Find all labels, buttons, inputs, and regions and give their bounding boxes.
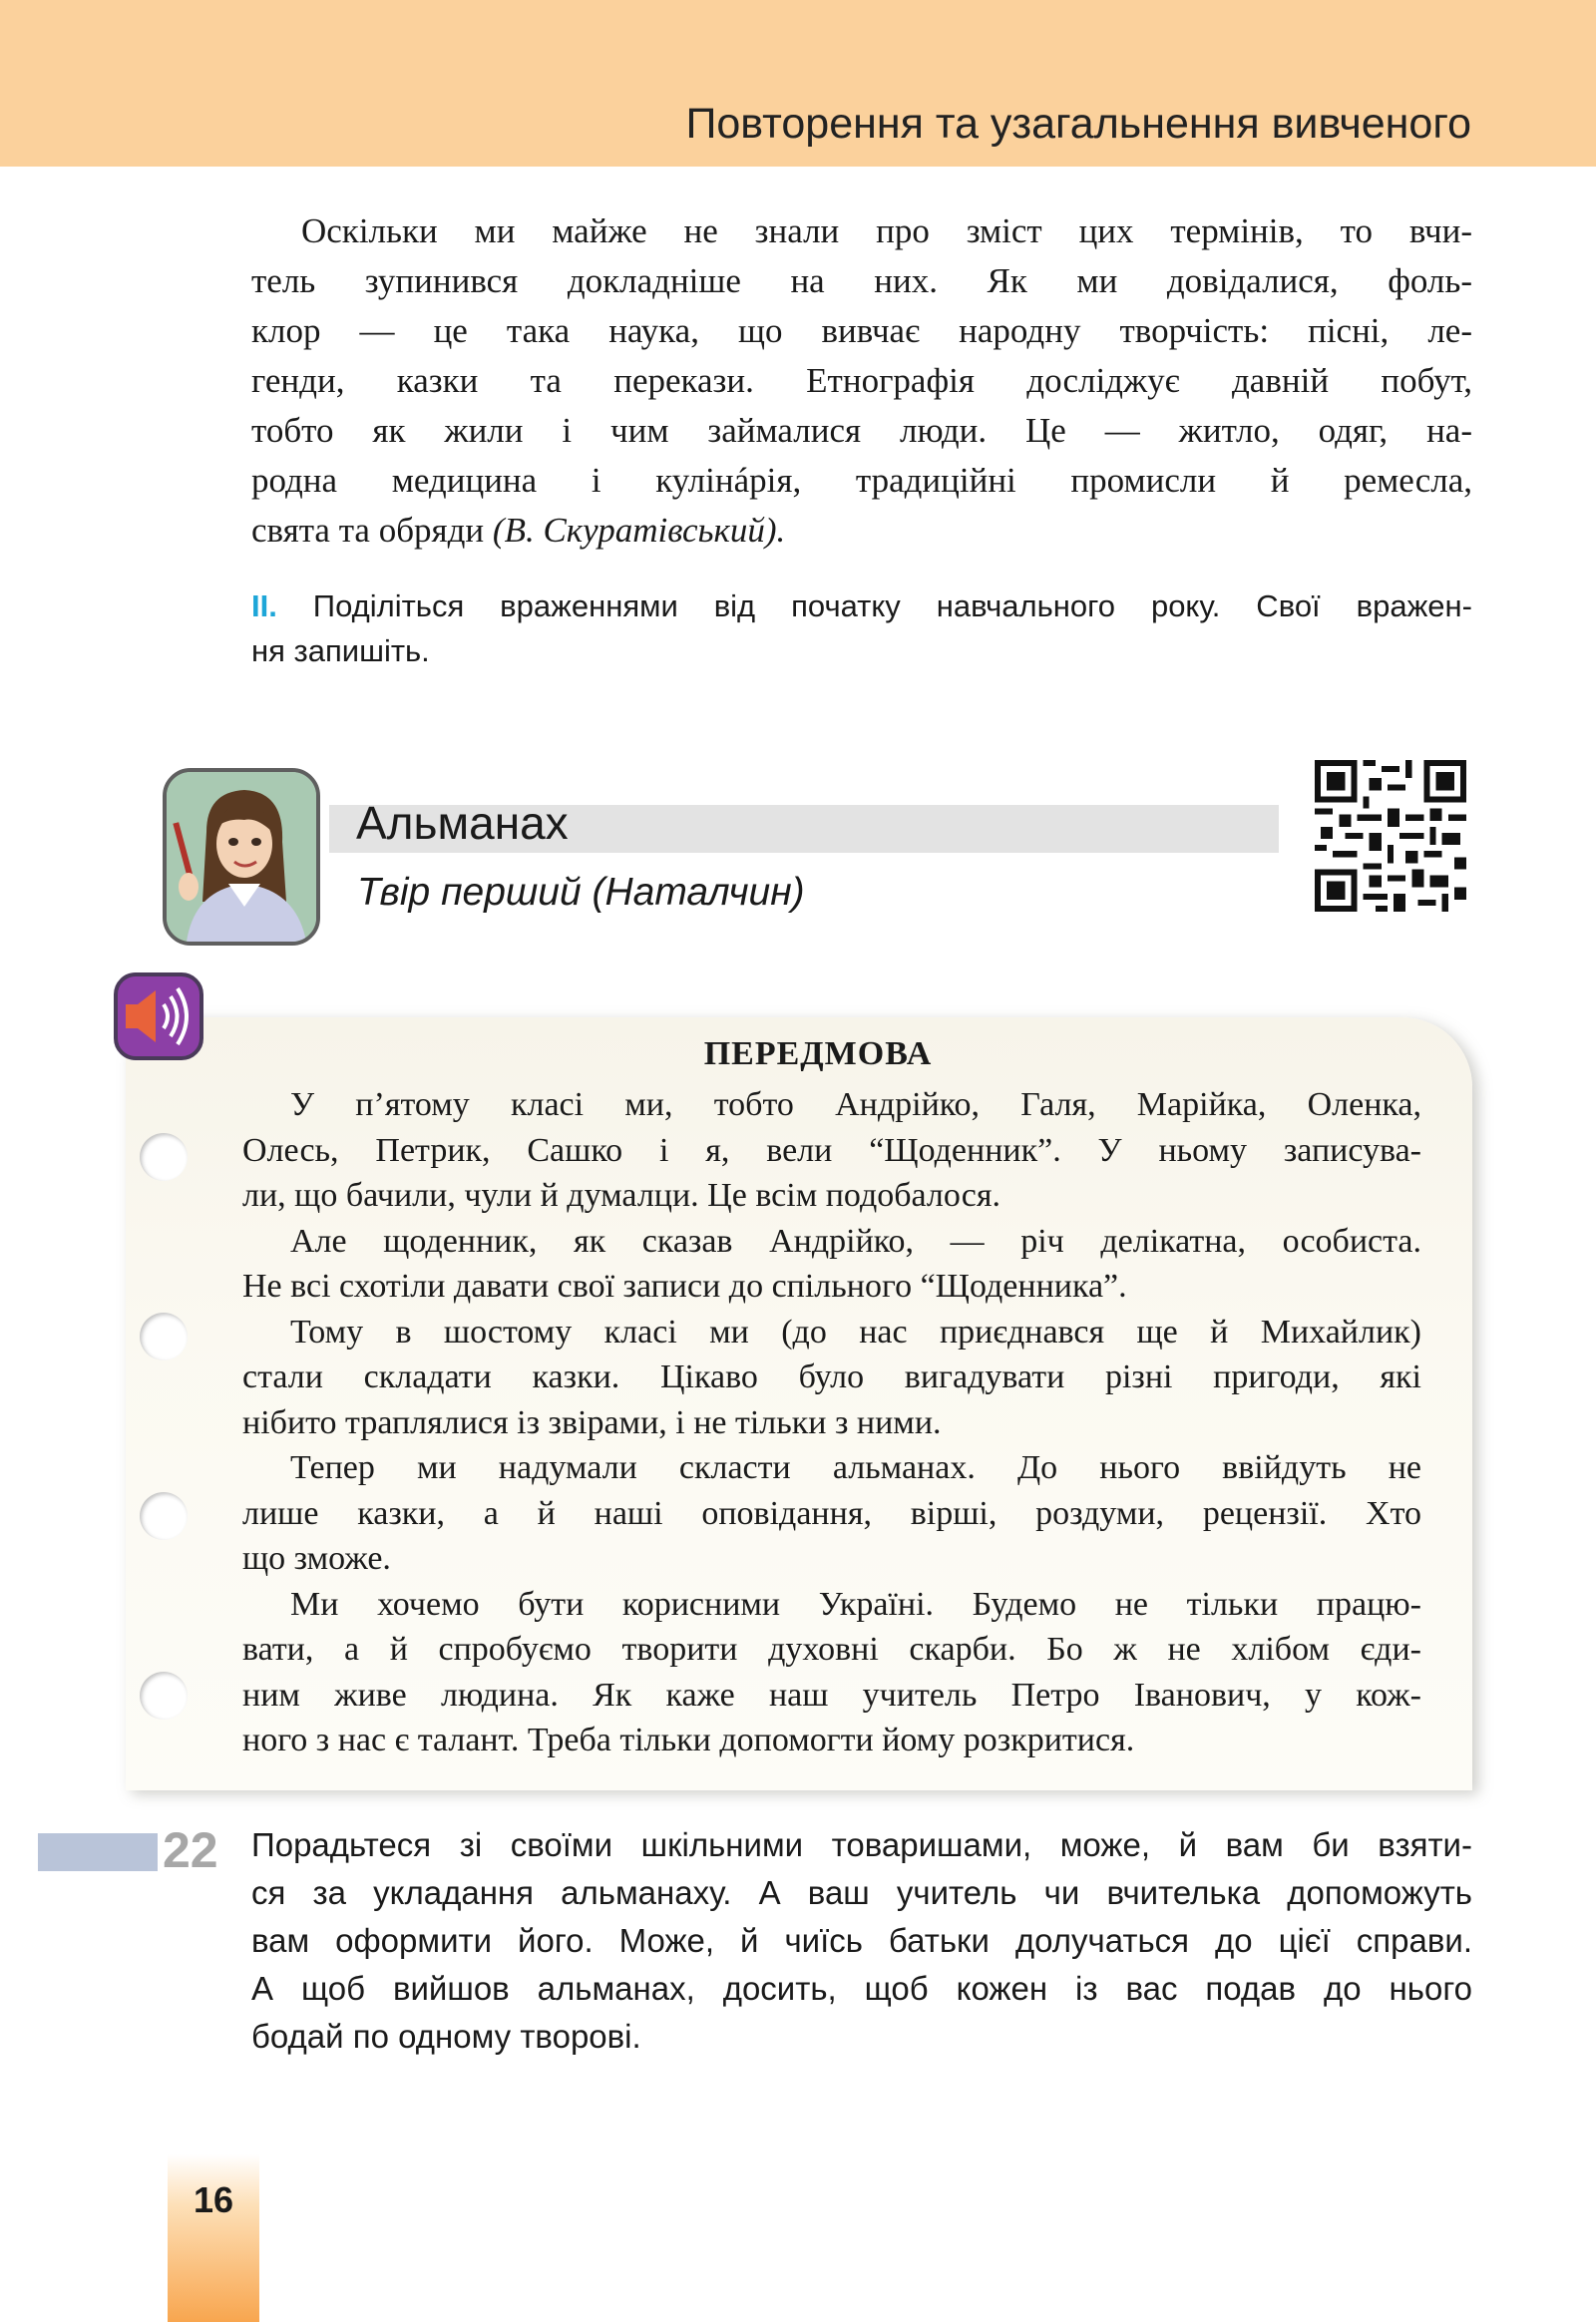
preface-line: Тепер ми надумали скласти альманах. До нього ввійдуть не (290, 1449, 1421, 1486)
preface-line: вати, а й спробуємо творити духовні скарби. Бо ж не хлібом єди- (242, 1631, 1421, 1668)
preface-line: ли, що бачили, чули й думалци. Це всім подобалося. (242, 1177, 1000, 1214)
task-22-line: бодай по одному творові. (251, 2018, 641, 2055)
task-ii-text: Поділіться враженнями від початку навчального року. Свої вражен- (312, 588, 1472, 623)
preface-body (242, 1082, 1421, 1763)
task-22-text (251, 1821, 1472, 2061)
task-ii-line: ня запишіть. (251, 633, 430, 668)
preface-line: лише казки, а й наші оповідання, вірші, роздуми, рецензії. Хто (242, 1494, 1421, 1532)
preface-line: Але щоденник, як сказав Андрійко, — річ делікатна, особиста. (290, 1222, 1421, 1260)
intro-line: тель зупинився докладніше на них. Як ми довідалися, фоль- (251, 261, 1472, 300)
task-ii (251, 583, 1472, 673)
task-22-line: ся за укладання альманаху. А ваш учитель чи вчителька допоможуть (251, 1874, 1472, 1911)
preface-line: Ми хочемо бути корисними Україні. Будемо не тільки працю- (290, 1585, 1421, 1623)
task-ii-number: II. (251, 588, 277, 623)
section-title: Повторення та узагальнення вивченого (685, 100, 1471, 148)
intro-line: генди, казки та перекази. Етнографія досліджує давній побут, (251, 361, 1472, 400)
preface-line: У п’ятому класі ми, тобто Андрійко, Галя, Марійка, Оленка, (290, 1086, 1421, 1123)
task-ii-line (251, 583, 1472, 628)
notebook-hole (140, 1133, 188, 1181)
page-number: 16 (193, 2179, 234, 2220)
task-number-bar (38, 1833, 158, 1871)
task-22-line: Порадьтеся зі своїми шкільними товаришами, може, й вам би взяти- (251, 1826, 1472, 1863)
intro-line: клор — це така наука, що вивчає народну творчість: пісні, ле- (251, 311, 1472, 350)
preface-line: ним живе людина. Як каже наш учитель Петро Іванович, у кож- (242, 1676, 1421, 1714)
intro-line: тобто як жили і чим займалися люди. Це — житло, одяг, на- (251, 411, 1472, 450)
preface-title: ПЕРЕДМОВА (703, 1035, 933, 1072)
intro-line: родна медицина і кулінáрія, традиційні промисли й ремесла, (251, 461, 1472, 500)
qr-code-icon[interactable] (1315, 760, 1466, 912)
teacher-illustration (163, 768, 320, 946)
preface-line: Олесь, Петрик, Сашко і я, вели “Щоденник”. У ньому записува- (242, 1131, 1421, 1169)
intro-line: Оскільки ми майже не знали про зміст цих термінів, то вчи- (301, 211, 1472, 250)
teacher-icon (167, 772, 316, 942)
notebook-hole (140, 1492, 188, 1540)
preface-line: Тому в шостому класі ми (до нас приєднався ще й Михайлик) (290, 1313, 1421, 1351)
preface-line: нібито траплялися із звірами, і не тільки з ними. (242, 1403, 942, 1441)
preface-line: ного з нас є талант. Треба тільки допомогти йому розкритися. (242, 1722, 1135, 1758)
task-22-line: А щоб вийшов альманах, досить, щоб кожен із вас подав до нього (251, 1970, 1472, 2007)
notebook-hole (140, 1313, 188, 1360)
intro-paragraph (251, 206, 1472, 556)
task-number: 22 (163, 1822, 218, 1878)
notebook-hole (140, 1672, 188, 1720)
preface-line: що зможе. (242, 1540, 391, 1577)
almanac-title: Альманах (356, 797, 569, 849)
intro-line-last (251, 506, 1472, 556)
preface-line: стали складати казки. Цікаво було вигадувати різні пригоди, які (242, 1358, 1421, 1395)
almanac-subtitle: Твір перший (Наталчин) (357, 871, 805, 914)
task-22-line: вам оформити його. Може, й чиїсь батьки долучаться до цієї справи. (251, 1922, 1472, 1959)
preface-line: Не всі схотіли давати свої записи до спільного “Щоденника”. (242, 1268, 1127, 1305)
intro-line: свята та обряди (251, 511, 485, 550)
citation: (В. Скуратівський). (492, 511, 786, 550)
